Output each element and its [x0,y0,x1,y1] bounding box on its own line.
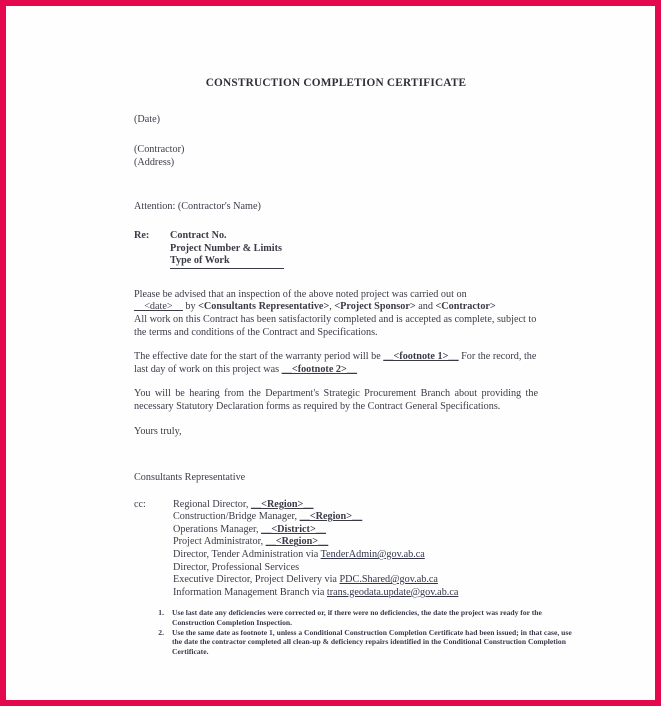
contractor-placeholder: (Contractor) [134,144,185,156]
cc-list-item [173,536,538,549]
cc-item-fill: __<Region>__ [265,536,329,548]
date-placeholder: (Date) [134,113,161,125]
footnote-number: 1. [158,608,164,618]
p1-date-fill: __<date>__ [134,301,183,313]
re-project-number: Project Number & Limits [170,242,282,254]
paragraph-statutory: You will be hearing from the Department's Strategic Procurement Branch about providing the necessary Statutory Declaration forms as required by the Contract General Specifications. [134,388,538,412]
re-block [134,230,538,269]
cc-list [173,499,538,600]
signature-title: Consultants Representative [134,472,246,484]
footnote-text: Use last date any deficiencies were corrected or, if there were no deficiencies, the date the project was ready for the Construction Completion Inspection. [172,608,542,627]
cc-list-item [173,562,538,575]
p2-footnote2-fill: __<footnote 2>__ [281,363,357,375]
paper-sheet [6,6,655,700]
cc-list-item [173,511,538,524]
cc-list-item [173,587,538,600]
cc-item-text: Regional Director, [173,498,251,510]
cc-item-email-link[interactable]: trans.geodata.update@gov.ab.ca [326,586,459,598]
p1-by: by [185,301,196,313]
cc-item-text: Construction/Bridge Manager, [173,511,300,523]
cc-item-text: Project Administrator, [173,536,266,548]
p1-and: and [418,301,433,313]
cc-item-text: Operations Manager, [173,523,262,535]
closing-line: Yours truly, [134,425,182,437]
p1-contractor: <Contractor> [435,301,496,313]
cc-label: cc: [134,498,146,510]
cc-item-fill: __<Region>__ [299,511,363,523]
cc-block [134,499,538,600]
re-body [170,230,284,269]
re-type-of-work: Type of Work [170,255,284,269]
attention-line: Attention: (Contractor's Name) [134,201,261,213]
cc-item-email-link[interactable]: TenderAdmin@gov.ab.ca [320,549,425,561]
paragraph-warranty [134,351,538,376]
address-placeholder: (Address) [134,156,175,168]
footnote-text: Use the same date as footnote 1, unless a Conditional Construction Completion Certificate had been issued; in that case, use the date the contractor completed all clean-up & deficiency repairs identified in the Conditional Construction Completion Certificate. [172,628,572,656]
p1-part3: All work on this Contract has been satisfactorily completed and is accepted as complete, subject to the terms and conditions of the Contract and Specifications. [134,313,537,338]
re-contract-no: Contract No. [170,229,227,241]
p2-part1: The effective date for the start of the warranty period will be [134,351,381,363]
p1-project-sponsor: <Project Sponsor> [334,301,416,313]
re-label: Re: [134,229,150,241]
cc-list-item [173,574,538,587]
footnotes-block [152,608,582,655]
footnote-row [152,628,582,656]
p2-footnote1-fill: __<footnote 1>__ [383,351,459,363]
cc-item-fill: __<District>__ [261,523,326,535]
p2-part2: For the record, the last day of work on this project was [134,351,537,375]
p1-part1: Please be advised that an inspection of the above noted project was carried out on [134,288,467,300]
p1-comma: , [329,301,332,313]
p1-consultants-rep: <Consultants Representative> [198,301,330,313]
footnote-row [152,608,582,627]
cc-item-text: Director, Professional Services [173,561,300,573]
cc-list-item [173,499,538,512]
cc-list-item [173,549,538,562]
paragraph-inspection [134,289,538,339]
cc-item-text: Director, Tender Administration via [173,549,321,561]
cc-item-text: Information Management Branch via [173,586,327,598]
document-body [134,68,572,657]
footnote-number: 2. [158,628,164,638]
cc-item-email-link[interactable]: PDC.Shared@gov.ab.ca [339,574,438,586]
cc-item-text: Executive Director, Project Delivery via [173,574,340,586]
cc-item-fill: __<Region>__ [250,498,314,510]
cc-list-item [173,524,538,537]
page-title: CONSTRUCTION COMPLETION CERTIFICATE [205,77,467,89]
